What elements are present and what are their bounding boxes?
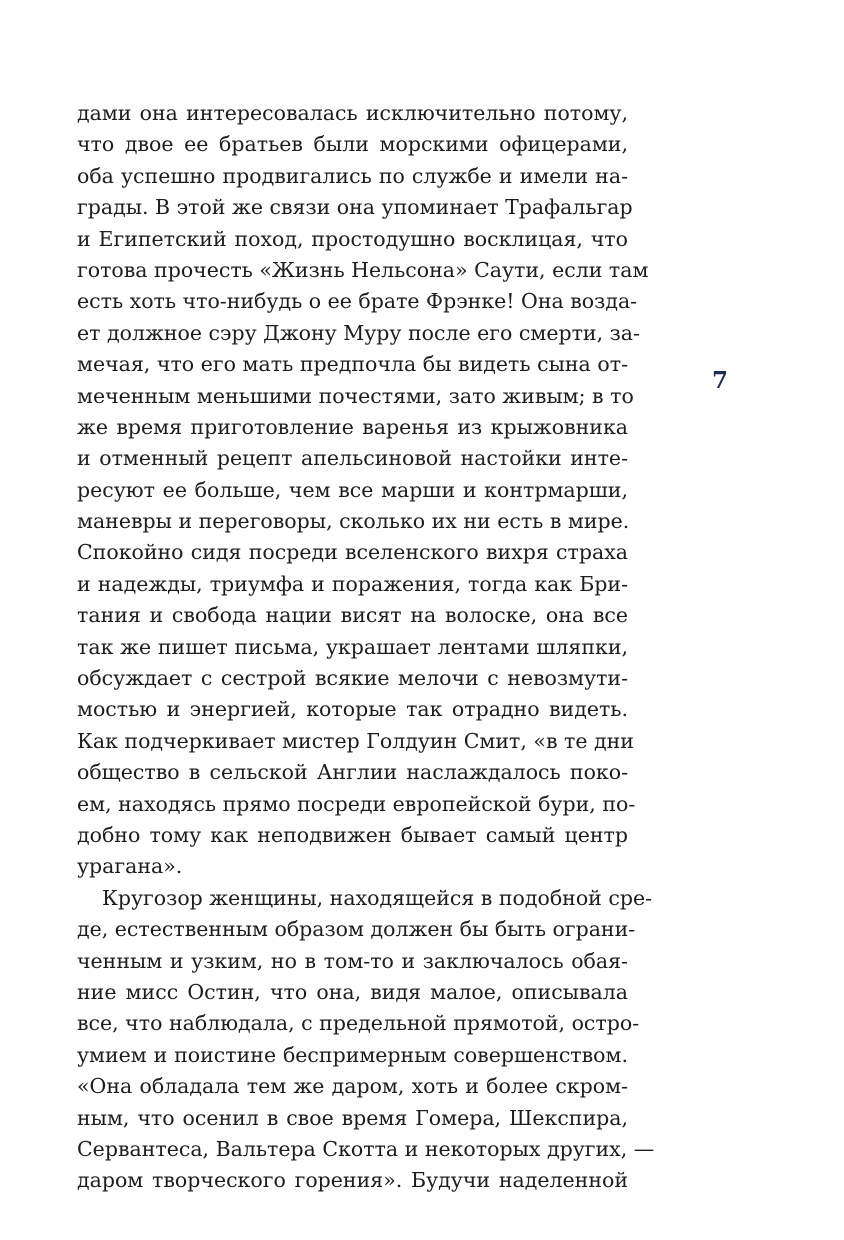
text-line: мостью и энергией, которые так отрадно видеть. xyxy=(77,697,628,722)
text-line: добно тому как неподвижен бывает самый центр xyxy=(77,822,628,847)
text-line: меченным меньшими почестями, зато живым; в то xyxy=(77,383,634,408)
text-line: же время приготовление варенья из крыжовника xyxy=(77,414,628,439)
text-line: ет должное сэру Джону Муру после его смерти, за- xyxy=(77,320,640,345)
text-line: ным, что осенил в свое время Гомера, Шекспира, xyxy=(77,1105,628,1130)
paragraph xyxy=(77,883,655,1197)
text-line: Кругозор женщины, находящейся в подобной сре- xyxy=(102,885,653,910)
text-line: грады. В этой же связи она упоминает Трафальгар xyxy=(77,195,633,220)
page-number: 7 xyxy=(712,367,729,394)
text-line: Спокойно сидя посреди вселенского вихря страха xyxy=(77,540,628,565)
text-line: мечая, что его мать предпочла бы видеть сына от- xyxy=(77,352,628,377)
text-line: общество в сельской Англии наслаждалось поко- xyxy=(77,760,628,785)
paragraph xyxy=(77,98,649,883)
text-line: «Она обладала тем же даром, хоть и более скром- xyxy=(77,1074,628,1099)
text-line: Сервантеса, Вальтера Скотта и некоторых других, — xyxy=(77,1136,655,1161)
text-line: дами она интересовалась исключительно потому, xyxy=(77,101,628,125)
text-line: все, что наблюдала, с предельной прямотой, остро- xyxy=(77,1011,640,1036)
text-line: и надежды, триумфа и поражения, тогда как Бри- xyxy=(77,571,628,596)
text-line: даром творческого горения». Будучи наделенной xyxy=(77,1168,628,1193)
text-line: ние мисс Остин, что она, видя малое, описывала xyxy=(77,979,628,1004)
text-line: Как подчеркивает мистер Голдуин Смит, «в те дни xyxy=(77,728,634,753)
text-line: обсуждает с сестрой всякие мелочи с невозмути- xyxy=(77,666,628,691)
text-line: ченным и узким, но в том-то и заключалось обая- xyxy=(77,948,628,973)
text-line: оба успешно продвигались по службе и имели на- xyxy=(77,163,628,188)
text-line: что двое ее братьев были морскими офицерами, xyxy=(77,132,628,157)
text-line: умием и поистине беспримерным совершенством. xyxy=(77,1042,628,1067)
text-line: и отменный рецепт апельсиновой настойки инте- xyxy=(77,446,628,471)
text-line: де, естественным образом должен бы быть ограни- xyxy=(77,917,636,942)
text-line: урагана». xyxy=(77,854,183,879)
text-line: маневры и переговоры, сколько их ни есть в мире. xyxy=(77,509,630,534)
text-line: так же пишет письма, украшает лентами шляпки, xyxy=(77,634,628,659)
text-line: готова прочесть «Жизнь Нельсона» Саути, если там xyxy=(77,257,649,282)
text-line: и Египетский поход, простодушно восклицая, что xyxy=(77,226,628,251)
text-line: ресуют ее больше, чем все марши и контрмарши, xyxy=(77,477,628,502)
text-line: есть хоть что-нибудь о ее брате Фрэнке! Она возда- xyxy=(77,289,638,314)
text-line: тания и свобода нации висят на волоске, она все xyxy=(77,603,628,628)
body-text xyxy=(77,98,655,1197)
text-line: ем, находясь прямо посреди европейской бури, по- xyxy=(77,791,636,816)
